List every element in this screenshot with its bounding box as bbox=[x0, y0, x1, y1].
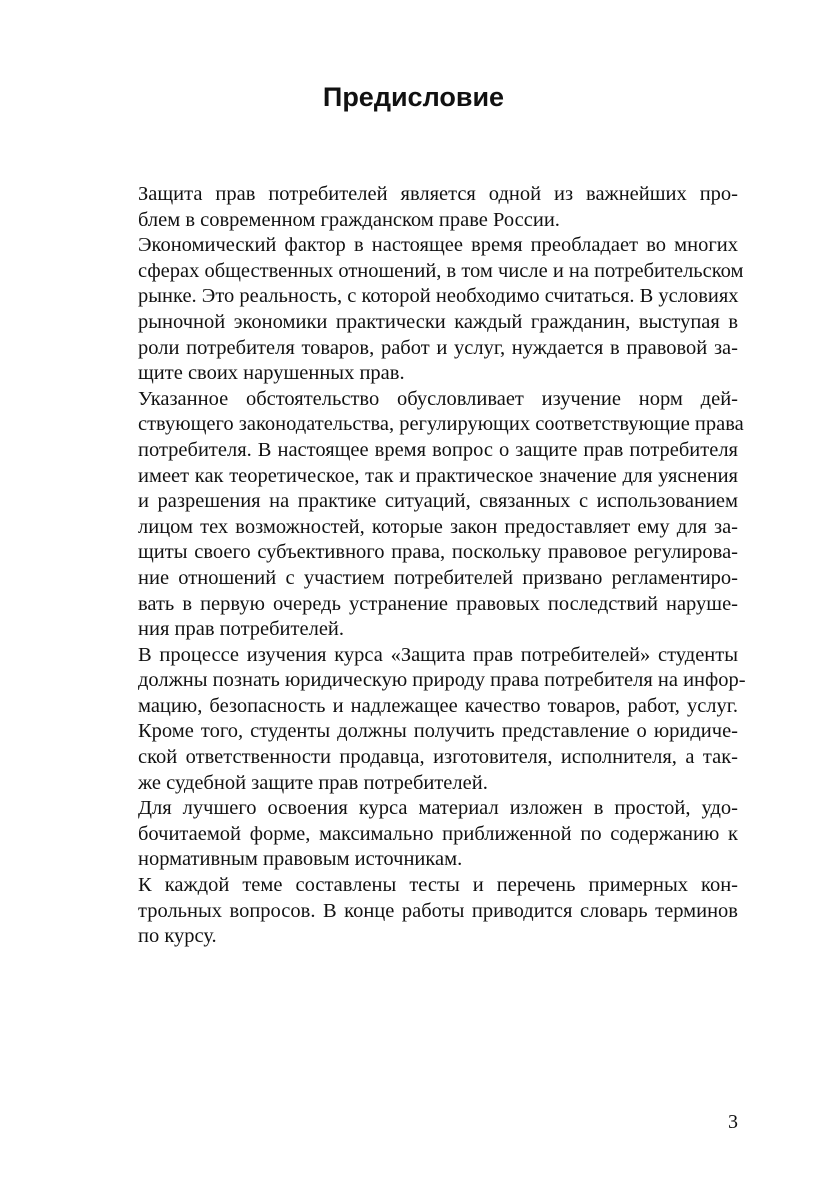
text-line: роли потребителя товаров, работ и услуг, нуждается в правовой за- bbox=[138, 336, 738, 359]
text-line: щиты своего субъективного права, поскольку правовое регулирова- bbox=[138, 541, 738, 564]
text-line: щите своих нарушенных прав. bbox=[138, 362, 405, 385]
text-line: Защита прав потребителей является одной из важнейших про- bbox=[138, 183, 738, 205]
text-line: ние отношений с участием потребителей призвано регламентиро- bbox=[138, 566, 738, 589]
text-line: бочитаемой форме, максимально приближенной по содержанию к bbox=[138, 822, 738, 845]
paragraph-3 bbox=[102, 387, 744, 643]
text-line: сферах общественных отношений, в том числе и на потребительском bbox=[138, 259, 744, 282]
text-line: лицом тех возможностей, которые закон предоставляет ему для за- bbox=[138, 515, 738, 538]
text-line: вать в первую очередь устранение правовых последствий наруше- bbox=[138, 592, 738, 615]
text-line: должны познать юридическую природу права потребителя на инфор- bbox=[138, 669, 746, 692]
paragraph-2 bbox=[102, 233, 744, 387]
text-line: трольных вопросов. В конце работы приводится словарь терминов bbox=[138, 899, 738, 922]
text-line: рыночной экономики практически каждый гражданин, выступая в bbox=[138, 310, 738, 333]
text-line: рынке. Это реальность, с которой необходимо считаться. В условиях bbox=[138, 285, 739, 308]
text-line: В процессе изучения курса «Защита прав потребителей» студенты bbox=[138, 643, 738, 666]
text-line: К каждой теме составлены тесты и перечень примерных кон- bbox=[138, 874, 738, 897]
text-line: Кроме того, студенты должны получить представление о юридиче- bbox=[138, 720, 738, 743]
text-line: Экономический фактор в настоящее время преобладает во многих bbox=[138, 234, 738, 257]
paragraph-5 bbox=[102, 796, 738, 873]
paragraph-6 bbox=[102, 873, 738, 950]
text-line: мацию, безопасность и надлежащее качество товаров, работ, услуг. bbox=[138, 694, 738, 717]
text-line: ствующего законодательства, регулирующих соответствующие права bbox=[138, 413, 744, 436]
text-line: Указанное обстоятельство обусловливает изучение норм дей- bbox=[138, 387, 738, 410]
text-line: имеет как теоретическое, так и практическое значение для уяснения bbox=[138, 464, 738, 487]
text-line: по курсу. bbox=[138, 925, 217, 948]
text-line: нормативным правовым источникам. bbox=[138, 848, 463, 871]
page-number: 3 bbox=[728, 1111, 738, 1133]
text-line: ской ответственности продавца, изготовителя, исполнителя, а так- bbox=[138, 746, 738, 769]
text-line: блем в современном гражданском праве России. bbox=[138, 208, 560, 231]
text-line: ния прав потребителей. bbox=[138, 618, 345, 641]
text-line: и разрешения на практике ситуаций, связанных с использованием bbox=[138, 490, 738, 513]
paragraph-4 bbox=[102, 643, 746, 797]
text-line: Для лучшего освоения курса материал изложен в простой, удо- bbox=[138, 797, 738, 820]
body-text bbox=[102, 182, 746, 950]
text-line: же судебной защите прав потребителей. bbox=[138, 771, 488, 794]
page-title: Предисловие bbox=[322, 82, 505, 112]
text-line: потребителя. В настоящее время вопрос о защите прав потребителя bbox=[138, 438, 738, 461]
paragraph-1 bbox=[102, 182, 738, 233]
